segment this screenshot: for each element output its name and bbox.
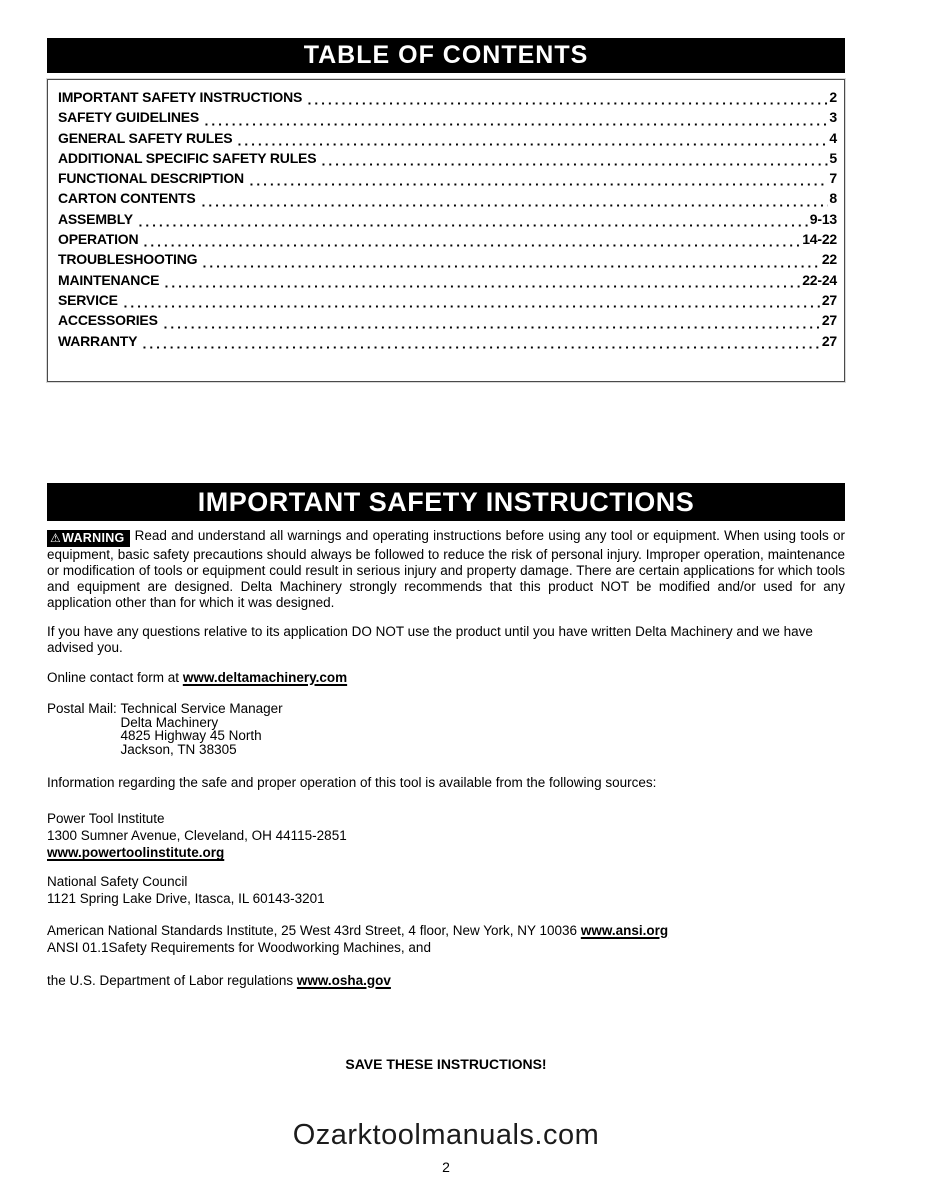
postal-address (121, 701, 283, 757)
osha-text: the U.S. Department of Labor regulations (47, 972, 297, 988)
info-sources-intro: Information regarding the safe and proper operation of this tool is available from the following sources: (47, 774, 657, 790)
postal-line: 4825 Highway 45 North (120, 728, 262, 744)
ansi-line2: ANSI 01.1Safety Requirements for Woodworking Machines, and (47, 940, 431, 956)
safety-header-bar (47, 483, 845, 521)
toc-entry-page: 9-13 (809, 210, 837, 227)
watermark: Ozarktoolmanuals.com (292, 1118, 600, 1151)
postal-line: Jackson, TN 38305 (120, 741, 237, 757)
powertoolinstitute-link[interactable]: www.powertoolinstitute.org (47, 845, 225, 861)
nsc-name: National Safety Council (47, 873, 188, 889)
toc-row (58, 190, 837, 210)
toc-entry-page: 4 (829, 129, 837, 146)
toc-leader-dots (164, 326, 821, 329)
toc-entry-label: TROUBLESHOOTING (58, 251, 198, 268)
page-number: 2 (442, 1158, 450, 1175)
toc-row (58, 130, 837, 150)
postal-mail-block (47, 701, 845, 757)
pti-name: Power Tool Institute (47, 810, 165, 826)
warning-badge-label: WARNING (62, 530, 125, 545)
toc-leader-dots (165, 285, 801, 288)
toc-row (58, 211, 837, 231)
toc-entry-label: IMPORTANT SAFETY INSTRUCTIONS (58, 89, 303, 105)
toc-entry-page: 27 (821, 291, 837, 308)
toc-entry-label: GENERAL SAFETY RULES (58, 129, 233, 146)
toc-title: TABLE OF CONTENTS (303, 41, 589, 69)
toc-entry-page: 22 (821, 251, 837, 268)
national-safety-council-block (47, 873, 845, 908)
osha-link[interactable]: www.osha.gov (296, 972, 391, 988)
toc-leader-dots (203, 265, 820, 268)
toc-leader-dots (308, 102, 828, 105)
toc-entry-page: 5 (829, 149, 837, 166)
toc-entry-page: 22-24 (802, 271, 837, 288)
toc-header-bar (47, 38, 845, 73)
toc-row (58, 312, 837, 332)
pti-address: 1300 Sumner Avenue, Cleveland, OH 44115-2851 (47, 828, 347, 844)
toc-row (58, 251, 837, 271)
toc-entry-label: FUNCTIONAL DESCRIPTION (58, 170, 244, 187)
toc-entry-label: WARRANTY (58, 332, 138, 349)
toc-entry-label: ASSEMBLY (58, 210, 133, 227)
toc-leader-dots (238, 143, 828, 146)
toc-row (58, 109, 837, 129)
toc-row (58, 89, 837, 109)
warning-text: Read and understand all warnings and operating instructions before using any tool or equipment. When using tools or equipment, basic safety precautions should always be followed to reduce the risk of personal injury. Improper operation, maintenance or modification of tools or equipment could result in serious injury and property damage. There are certain applications for which tools and equipment are designed. Delta Machinery strongly recommends that this product NOT be modified and/or used for any application other than for which it was designed. (47, 527, 845, 610)
toc-entry-page: 14-22 (802, 231, 837, 248)
toc-row (58, 150, 837, 170)
online-contact-line (47, 670, 845, 686)
warning-paragraph (47, 528, 845, 611)
toc-leader-dots (143, 346, 821, 349)
postal-line: Technical Service Manager (120, 700, 283, 716)
warning-badge (47, 530, 130, 547)
ansi-block (47, 922, 845, 957)
power-tool-institute-block (47, 810, 845, 862)
toc-entry-label: CARTON CONTENTS (58, 190, 196, 207)
save-instructions-line: SAVE THESE INSTRUCTIONS! (345, 1055, 547, 1072)
toc-entry-page: 27 (821, 332, 837, 349)
toc-row (58, 333, 837, 353)
postal-line: Delta Machinery (120, 714, 219, 730)
toc-box (47, 79, 845, 382)
toc-row (58, 170, 837, 190)
toc-leader-dots (250, 183, 829, 186)
postal-mail-label: Postal Mail: (47, 700, 121, 716)
toc-leader-dots (205, 123, 828, 126)
toc-row (58, 231, 837, 251)
toc-leader-dots (139, 224, 809, 227)
toc-entry-page: 7 (829, 170, 837, 187)
toc-entry-label: ACCESSORIES (58, 312, 158, 329)
toc-entry-label: MAINTENANCE (58, 271, 160, 288)
safety-title: IMPORTANT SAFETY INSTRUCTIONS (197, 486, 695, 517)
toc-leader-dots (124, 305, 821, 308)
toc-leader-dots (202, 204, 829, 207)
questions-paragraph: If you have any questions relative to its application DO NOT use the product until you have written Delta Machinery and we have advised you. (47, 623, 813, 655)
toc-leader-dots (144, 244, 801, 247)
ansi-text: American National Standards Institute, 25 West 43rd Street, 4 floor, New York, NY 10036 (47, 922, 581, 938)
online-contact-prefix: Online contact form at (47, 669, 183, 685)
osha-block (47, 973, 845, 989)
toc-entry-page: 8 (829, 190, 837, 207)
nsc-address: 1121 Spring Lake Drive, Itasca, IL 60143-3201 (47, 891, 325, 907)
toc-entry-page: 3 (829, 109, 837, 126)
toc-entry-page: 2 (829, 89, 837, 105)
deltamachinery-link[interactable]: www.deltamachinery.com (182, 669, 348, 685)
manual-page (47, 0, 845, 1175)
toc-row (58, 272, 837, 292)
toc-entry-label: SERVICE (58, 291, 118, 308)
toc-row (58, 292, 837, 312)
toc-entry-label: SAFETY GUIDELINES (58, 109, 200, 126)
toc-leader-dots (322, 163, 828, 166)
ansi-link[interactable]: www.ansi.org (580, 922, 669, 938)
toc-entry-label: ADDITIONAL SPECIFIC SAFETY RULES (58, 149, 317, 166)
warning-triangle-icon: ⚠ (50, 530, 62, 545)
toc-entry-page: 27 (821, 312, 837, 329)
toc-entry-label: OPERATION (58, 231, 139, 248)
